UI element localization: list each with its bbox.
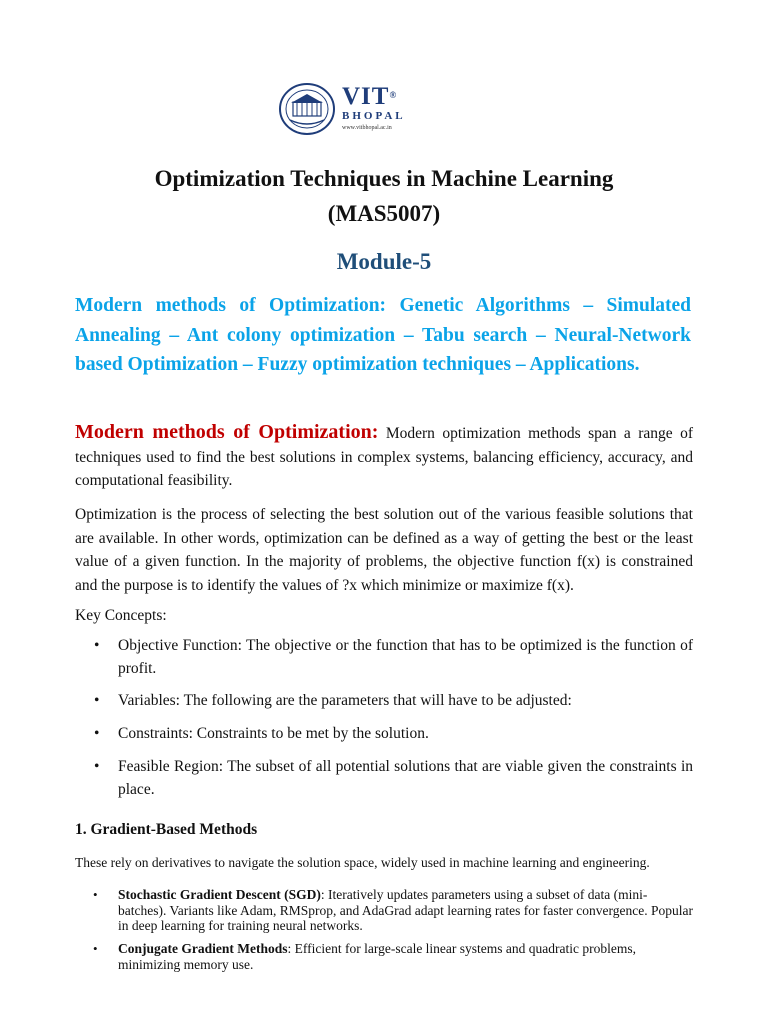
module-heading: Module-5 (336, 249, 432, 274)
list-item-term: Conjugate Gradient Methods (118, 941, 288, 956)
list-item-text: : Efficient for large-scale linear systems and quadratic problems, minimizing memory use. (118, 941, 637, 972)
list-item (75, 690, 693, 713)
module-topics: Modern methods of Optimization: Genetic Algorithms – Simulated Annealing – Ant colony optimization – Tabu search – Neural-Network based Optimization – Fuzzy optimization techniques – Applications. (75, 295, 691, 375)
list-item-term: Stochastic Gradient Descent (SGD) (118, 887, 321, 902)
list-item (75, 723, 693, 746)
list-item (75, 756, 693, 801)
key-concepts-heading: Key Concepts: (75, 607, 167, 624)
list-item-text: Variables: The following are the parameters that will have to be adjusted: (118, 692, 572, 709)
bullet-icon: • (94, 725, 100, 742)
university-logo (278, 82, 418, 140)
section-description: These rely on derivatives to navigate the solution space, widely used in machine learning and engineering. (75, 855, 650, 870)
logo-url: www.vitbhopal.ac.in (342, 125, 392, 131)
course-title: Optimization Techniques in Machine Learning (154, 166, 614, 191)
section-heading: 1. Gradient-Based Methods (75, 821, 258, 838)
bullet-icon: • (93, 887, 98, 902)
intro-lead: Modern methods of Optimization: (75, 421, 379, 443)
list-item (75, 635, 693, 680)
list-item-text: Feasible Region: The subset of all potential solutions that are viable given the constraints in place. (118, 758, 693, 798)
logo-campus: BHOPAL (342, 110, 406, 122)
list-item-text: Objective Function: The objective or the function that has to be optimized is the function of profit. (118, 637, 693, 677)
list-item-text: Constraints: Constraints to be met by the solution. (118, 725, 429, 742)
list-item (75, 941, 693, 972)
logo-registered-mark: ® (389, 90, 398, 100)
bullet-icon: • (94, 637, 100, 654)
optimization-paragraph: Optimization is the process of selecting the best solution out of the various feasible solutions that are available. In other words, optimization can be defined as a way of getting the best or the least value of a given function. In the majority of problems, the objective function f(x) is constrained and the purpose is to identify the values of ?x which minimize or maximize f(x). (75, 506, 693, 594)
list-item (75, 887, 693, 934)
intro-paragraph (75, 421, 693, 493)
bullet-icon: • (93, 941, 98, 956)
list-item-text: : Iteratively updates parameters using a subset of data (mini-batches). Variants like Adam, RMSprop, and AdaGrad adapt learning rates for faster convergence. Popular in deep learning for training neural networks. (118, 887, 693, 933)
logo-name: VIT (342, 83, 390, 110)
intro-text: Modern optimization methods span a range of techniques used to find the best solutions in complex systems, balancing efficiency, accuracy, and computational feasibility. (75, 425, 693, 489)
bullet-icon: • (94, 692, 100, 709)
university-seal-icon (278, 82, 336, 136)
bullet-icon: • (94, 758, 100, 775)
course-code: (MAS5007) (327, 201, 441, 226)
